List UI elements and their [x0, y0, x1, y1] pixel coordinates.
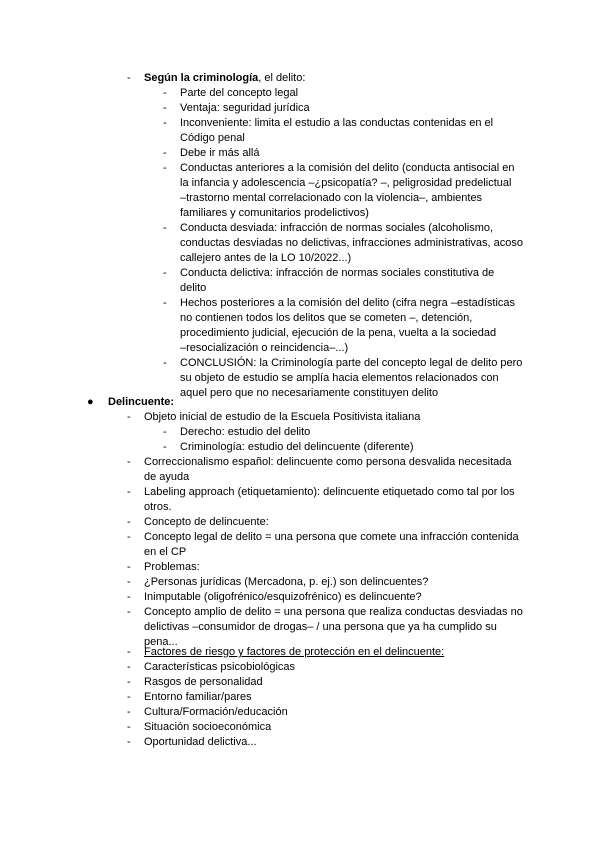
dash-marker: - — [163, 222, 167, 234]
criminologia-item-line: procedimiento judicial, ejecución de la pena, vuelta a la sociedad — [180, 327, 497, 339]
criminologia-item-line: Conducta delictiva: infracción de normas sociales constitutiva de — [180, 267, 495, 279]
sub-item: Criminología: estudio del delincuente (diferente) — [180, 441, 414, 453]
factor-item-line: Situación socioeconómica — [144, 721, 272, 733]
delincuente-item-line: delictivas –consumidor de drogas– / una persona que ya ha cumplido su — [144, 621, 497, 633]
dash-marker: - — [163, 147, 167, 159]
delincuente-item-line: otros. — [144, 501, 172, 513]
dash-marker: - — [127, 72, 131, 84]
delincuente-heading: Delincuente: — [108, 396, 175, 408]
factor-item-line: Rasgos de personalidad — [144, 676, 263, 688]
dash-marker: - — [127, 456, 131, 468]
dash-marker: - — [127, 606, 131, 618]
criminologia-item-line: Conductas anteriores a la comisión del delito (conducta antisocial en — [180, 162, 515, 174]
delincuente-item-line: Concepto amplio de delito = una persona que realiza conductas desviadas no — [144, 606, 523, 618]
dash-marker: - — [127, 411, 131, 423]
dash-marker: - — [127, 531, 131, 543]
dash-marker: - — [163, 357, 167, 369]
criminologia-item-line: su objeto de estudio se amplía hacia elementos relacionados con — [180, 372, 499, 384]
factores-heading: Factores de riesgo y factores de protección en el delincuente: — [144, 646, 445, 658]
criminologia-item-line: Inconveniente: limita el estudio a las conductas contenidas en el — [180, 117, 494, 129]
dash-marker: - — [127, 706, 131, 718]
dash-marker: - — [127, 516, 131, 528]
dash-marker: - — [127, 576, 131, 588]
factor-item-line: Características psicobiológicas — [144, 661, 296, 673]
delincuente-item-line: Correccionalismo español: delincuente como persona desvalida necesitada — [144, 456, 512, 468]
factor-item-line: Entorno familiar/pares — [144, 691, 252, 703]
dash-marker: - — [163, 426, 167, 438]
dash-marker: - — [127, 691, 131, 703]
criminologia-item-line: callejero antes de la LO 10/2022...) — [180, 252, 352, 264]
dash-marker: - — [127, 486, 131, 498]
heading-rest: , el delito: — [258, 72, 306, 84]
criminologia-item-line: Debe ir más allá — [180, 147, 260, 159]
dash-marker: - — [127, 736, 131, 748]
criminologia-item-line: –resocialización o reincidencia–...) — [180, 342, 349, 354]
dash-marker: - — [163, 267, 167, 279]
delincuente-item-line: Concepto legal de delito = una persona que comete una infracción contenida — [144, 531, 519, 543]
dash-marker: - — [163, 87, 167, 99]
delincuente-item-line: ¿Personas jurídicas (Mercadona, p. ej.) son delincuentes? — [144, 576, 429, 588]
delincuente-item-line: Concepto de delincuente: — [144, 516, 269, 528]
delincuente-item-line: Inimputable (oligofrénico/esquizofrénico) es delincuente? — [144, 591, 422, 603]
dash-marker: - — [127, 591, 131, 603]
factor-item-line: Cultura/Formación/educación — [144, 706, 288, 718]
criminologia-item-line: familiares y comunitarios prodelictivos) — [180, 207, 369, 219]
dash-marker: - — [163, 162, 167, 174]
dash-marker: - — [163, 102, 167, 114]
criminologia-item-line: delito — [180, 282, 207, 294]
dash-marker: - — [127, 676, 131, 688]
delincuente-item-line: Labeling approach (etiquetamiento): delincuente etiquetado como tal por los — [144, 486, 515, 498]
criminologia-item-line: –trastorno mental correlacionado con la violencia–, ambientes — [180, 192, 483, 204]
criminologia-item-line: aquel pero que no necesariamente constituyen delito — [180, 387, 439, 399]
criminologia-item-line: no contienen todos los delitos que se cometen –, detención, — [180, 312, 473, 324]
delincuente-item-line: en el CP — [144, 546, 187, 558]
dash-marker: - — [127, 561, 131, 573]
delincuente-item-line: de ayuda — [144, 471, 190, 483]
factor-item-line: Oportunidad delictiva... — [144, 736, 257, 748]
dash-marker: - — [163, 117, 167, 129]
criminologia-item-line: la infancia y adolescencia –¿psicopatía? –, peligrosidad predelictual — [180, 177, 512, 189]
criminologia-item-line: Ventaja: seguridad jurídica — [180, 102, 310, 114]
criminologia-item-line: Hechos posteriores a la comisión del delito (cifra negra –estadísticas — [180, 297, 516, 309]
objeto-inicial: Objeto inicial de estudio de la Escuela Positivista italiana — [144, 411, 421, 423]
dash-marker: - — [163, 297, 167, 309]
dash-marker: - — [127, 661, 131, 673]
delincuente-item-line: pena... — [144, 636, 178, 648]
heading-bold: Según la criminología — [144, 72, 259, 84]
dash-marker: - — [127, 721, 131, 733]
criminologia-item-line: Parte del concepto legal — [180, 87, 299, 99]
criminologia-item-line: conductas desviadas no delictivas, infracciones administrativas, acoso — [180, 237, 524, 249]
dash-marker: - — [127, 646, 131, 658]
criminologia-item-line: CONCLUSIÓN: la Criminología parte del concepto legal de delito pero — [180, 357, 523, 369]
criminologia-item-line: Código penal — [180, 132, 245, 144]
sub-item: Derecho: estudio del delito — [180, 426, 311, 438]
bullet-marker: ● — [87, 396, 94, 408]
section-heading — [144, 71, 305, 86]
criminologia-item-line: Conducta desviada: infracción de normas sociales (alcoholismo, — [180, 222, 494, 234]
dash-marker: - — [163, 441, 167, 453]
delincuente-item-line: Problemas: — [144, 561, 200, 573]
